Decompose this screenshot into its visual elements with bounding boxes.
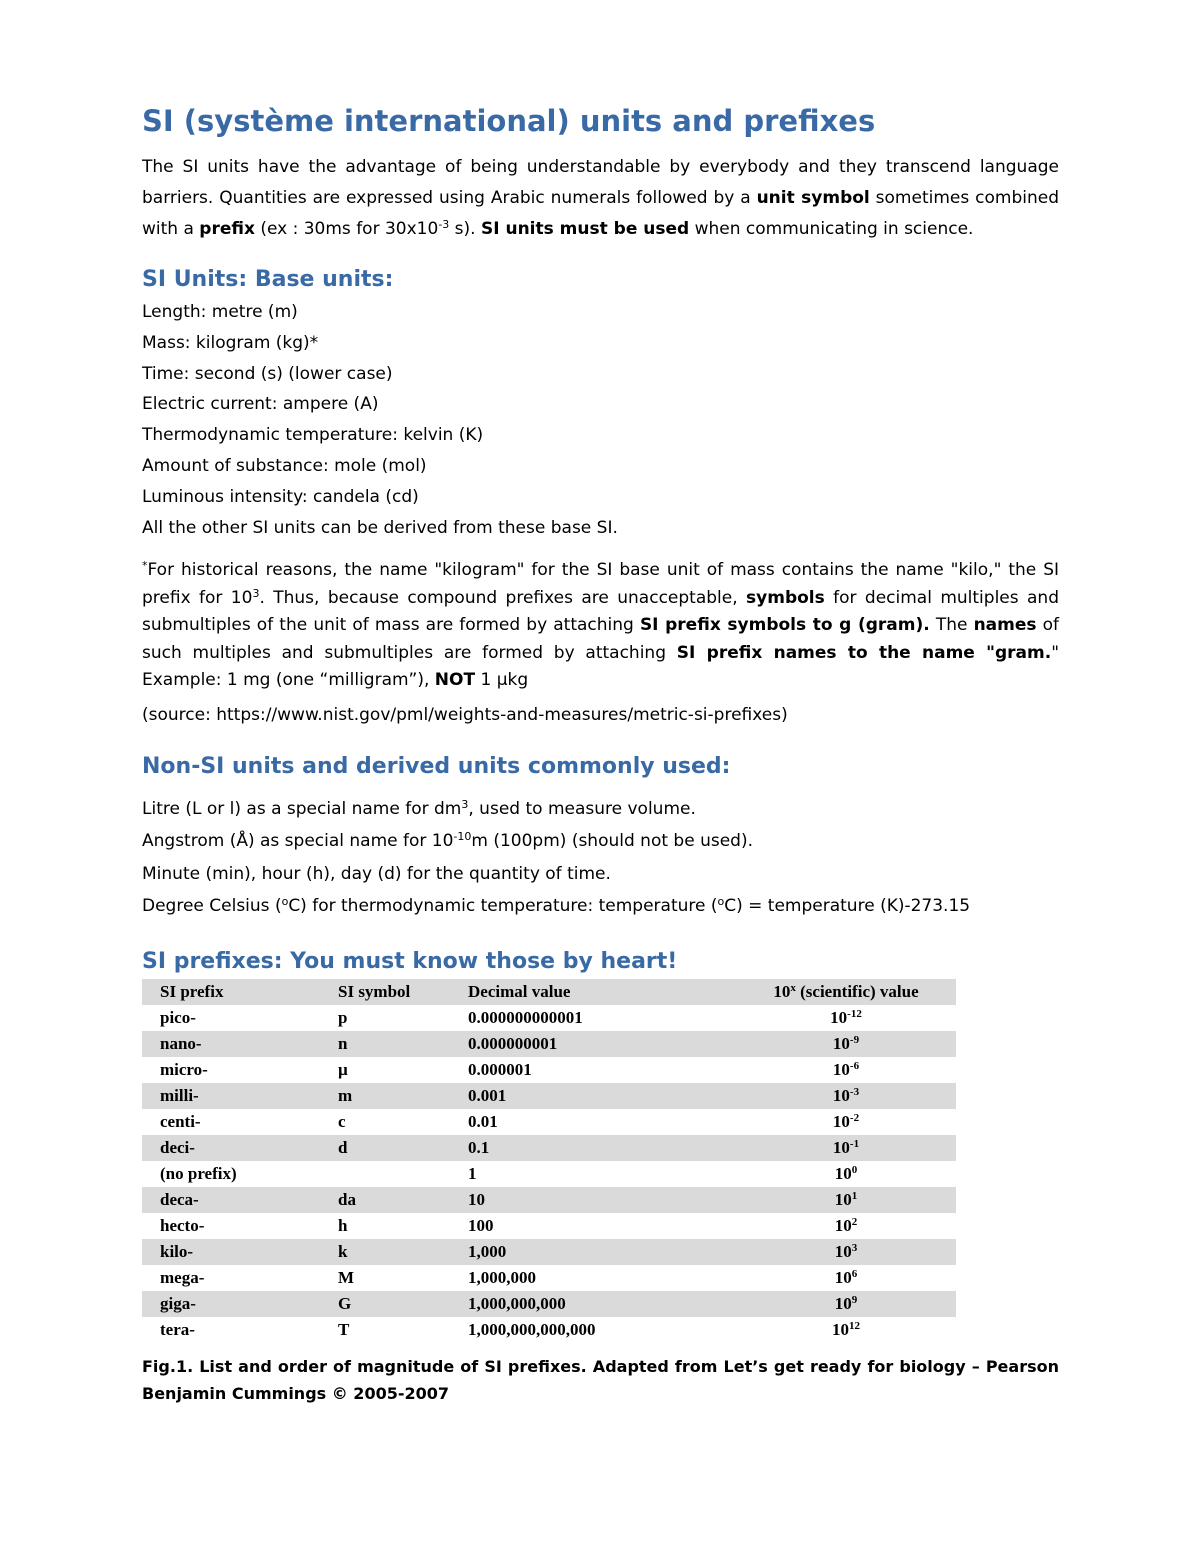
cell-scientific (736, 1109, 956, 1135)
non-si-text: Degree Celsius ( (142, 896, 282, 917)
intro-text: when communicating in science. (689, 219, 974, 239)
scientific-exponent: 6 (851, 1267, 858, 1280)
cell-decimal: 0.000001 (468, 1059, 532, 1079)
intro-paragraph (142, 152, 1059, 245)
cell-scientific (736, 1161, 956, 1187)
base-unit-item: Electric current: ampere (A) (142, 394, 379, 415)
non-si-superscript: -10 (453, 830, 472, 844)
figure-caption: Fig.1. List and order of magnitude of SI prefixes. Adapted from Let’s get ready for biology – Pearson Benjamin Cummings © 2005-2007 (142, 1356, 1059, 1403)
table-row (142, 1031, 956, 1057)
header-exp: x (790, 981, 796, 994)
cell-decimal: 0.000000001 (468, 1033, 558, 1053)
cell-prefix: mega- (160, 1267, 205, 1287)
cell-symbol: m (338, 1085, 353, 1105)
cell-symbol: h (338, 1215, 348, 1235)
scientific-base: 10 (832, 1085, 850, 1105)
cell-symbol: G (338, 1293, 352, 1313)
cell-decimal: 10 (468, 1189, 485, 1209)
cell-scientific (736, 1265, 956, 1291)
header-text: (scientific) value (795, 981, 919, 1001)
cell-symbol: M (338, 1267, 355, 1287)
kilogram-footnote (142, 557, 1059, 695)
cell-prefix: deci- (160, 1137, 195, 1157)
cell-symbol: c (338, 1111, 346, 1131)
cell-prefix: nano- (160, 1033, 202, 1053)
cell-prefix: giga- (160, 1293, 196, 1313)
cell-decimal: 1,000,000,000 (468, 1293, 566, 1313)
intro-bold: prefix (199, 219, 255, 239)
cell-symbol: d (338, 1137, 348, 1157)
footnote-bold: NOT (434, 670, 476, 691)
cell-scientific (736, 1187, 956, 1213)
scientific-exponent: 3 (851, 1241, 858, 1254)
cell-scientific (736, 1213, 956, 1239)
cell-prefix: hecto- (160, 1215, 205, 1235)
table-row (142, 1083, 956, 1109)
column-header-symbol: SI symbol (338, 981, 411, 1001)
non-si-text: , used to measure volume. (468, 798, 696, 819)
intro-bold: unit symbol (756, 188, 870, 208)
column-header-decimal: Decimal value (468, 981, 571, 1001)
footnote-text: for decimal multiples and submultiples of the unit of mass are formed by attaching (142, 587, 1059, 636)
prefixes-heading: SI prefixes: You must know those by heart! (142, 948, 678, 974)
scientific-base: 10 (834, 1241, 852, 1261)
intro-text: s). (449, 219, 481, 239)
scientific-exponent: -1 (849, 1137, 860, 1150)
base-unit-item: Length: metre (m) (142, 302, 298, 322)
base-unit-item: Amount of substance: mole (mol) (142, 455, 427, 476)
cell-prefix: micro- (160, 1059, 208, 1079)
base-unit-item: Time: second (s) (lower case) (142, 363, 393, 384)
cell-prefix: centi- (160, 1111, 201, 1131)
footnote-text: . Thus, because compound prefixes are unacceptable, (259, 587, 747, 608)
table-row (142, 1057, 956, 1083)
non-si-superscript: o (717, 895, 725, 909)
scientific-base: 10 (832, 1137, 850, 1157)
non-si-text: C) for thermodynamic temperature: temperature ( (288, 896, 718, 917)
column-header-scientific (736, 979, 956, 1005)
header-base: 10 (773, 981, 791, 1001)
non-si-item-time: Minute (min), hour (h), day (d) for the quantity of time. (142, 863, 611, 884)
footnote-bold: SI prefix names to the name "gram. (676, 642, 1052, 663)
cell-scientific (736, 1291, 956, 1317)
scientific-base: 10 (832, 1033, 850, 1053)
cell-scientific (736, 1005, 956, 1031)
cell-prefix: tera- (160, 1319, 195, 1339)
cell-symbol: k (338, 1241, 348, 1261)
scientific-exponent: -6 (849, 1059, 860, 1072)
cell-decimal: 0.001 (468, 1085, 507, 1105)
scientific-exponent: 9 (851, 1293, 858, 1306)
cell-symbol (320, 1161, 450, 1187)
table-row (142, 1109, 956, 1135)
non-si-text: C) = temperature (K)-273.15 (724, 896, 971, 917)
scientific-base: 10 (832, 1059, 850, 1079)
cell-decimal: 0.01 (468, 1111, 498, 1131)
cell-prefix: milli- (160, 1085, 199, 1105)
cell-scientific (736, 1083, 956, 1109)
scientific-base: 10 (832, 1111, 850, 1131)
non-si-text: Angstrom (Å) as special name for 10 (142, 831, 454, 852)
scientific-base: 10 (834, 1163, 852, 1183)
cell-decimal: 1 (468, 1163, 477, 1183)
non-si-superscript: 3 (461, 797, 469, 811)
cell-prefix: (no prefix) (160, 1163, 237, 1183)
cell-decimal: 0.1 (468, 1137, 490, 1157)
cell-decimal: 100 (468, 1215, 494, 1235)
footnote-bold: names (973, 615, 1037, 636)
table-row (142, 1317, 956, 1343)
non-si-text: Litre (L or l) as a special name for dm (142, 798, 462, 819)
cell-prefix: kilo- (160, 1241, 194, 1261)
footnote-text: " Example: 1 mg (one “milligram”), (142, 642, 1060, 691)
intro-bold: SI units must be used (480, 219, 690, 239)
footnote-text: The (929, 615, 974, 636)
scientific-exponent: -12 (847, 1007, 862, 1020)
base-units-list (142, 297, 1059, 543)
footnote-bold: SI prefix symbols to g (gram). (639, 615, 930, 636)
footnote-superscript: 3 (252, 586, 260, 600)
scientific-base: 10 (834, 1189, 852, 1209)
non-si-list (142, 793, 1059, 923)
table-row (142, 1135, 956, 1161)
scientific-exponent: 12 (849, 1319, 860, 1332)
base-unit-item: All the other SI units can be derived from these base SI. (142, 517, 618, 538)
footnote-bold: symbols (746, 587, 825, 608)
cell-symbol: da (338, 1189, 356, 1209)
scientific-base: 10 (832, 1319, 849, 1339)
scientific-exponent: -3 (849, 1085, 860, 1098)
scientific-base: 10 (830, 1007, 848, 1027)
cell-symbol: p (338, 1007, 348, 1027)
table-row (142, 1265, 956, 1291)
cell-prefix: pico- (160, 1007, 196, 1027)
footnote-text: For historical reasons, the name "kilogram" for the SI base unit of mass contains the name "kilo," the SI prefix for 10 (142, 560, 1059, 608)
document-page (142, 100, 1059, 1407)
intro-text: (ex : 30ms for 30x10 (254, 219, 439, 239)
cell-scientific (736, 1057, 956, 1083)
base-unit-item: Mass: kilogram (kg)* (142, 332, 319, 353)
footnote-text: of such multiples and submultiples are formed by attaching (142, 615, 1059, 663)
cell-scientific (736, 1031, 956, 1057)
table-row (142, 1161, 956, 1187)
cell-decimal: 1,000 (468, 1241, 507, 1261)
base-unit-item: Luminous intensity: candela (cd) (142, 486, 419, 507)
table-row (142, 1005, 956, 1031)
scientific-exponent: -2 (849, 1111, 860, 1124)
scientific-base: 10 (834, 1215, 852, 1235)
intro-superscript: -3 (438, 218, 450, 231)
cell-symbol: n (338, 1033, 348, 1053)
cell-decimal: 0.000000000001 (468, 1007, 583, 1027)
cell-scientific (736, 1317, 956, 1343)
base-unit-item: Thermodynamic temperature: kelvin (K) (142, 425, 484, 446)
table-row (142, 1213, 956, 1239)
footnote-marker: * (142, 559, 148, 573)
non-si-item-angstrom (142, 825, 1059, 858)
cell-decimal: 1,000,000 (468, 1267, 536, 1287)
intro-text: sometimes combined with a (142, 188, 1059, 239)
scientific-base: 10 (834, 1267, 852, 1287)
footnote-text: 1 µkg (475, 670, 529, 691)
table-row (142, 1239, 956, 1265)
non-si-text: m (100pm) (should not be used). (471, 831, 753, 852)
scientific-exponent: -9 (849, 1033, 860, 1046)
cell-symbol: T (338, 1319, 350, 1339)
intro-text: The SI units have the advantage of being understandable by everybody and they transcend language barriers. Quantities are expressed using Arabic numerals followed by a (142, 157, 1059, 208)
source-citation: (source: https://www.nist.gov/pml/weights-and-measures/metric-si-prefixes) (142, 704, 788, 725)
table-header-row (142, 979, 956, 1005)
cell-prefix: deca- (160, 1189, 199, 1209)
column-header-prefix: SI prefix (160, 981, 224, 1001)
non-si-item-litre (142, 793, 1059, 826)
non-si-item-celsius (142, 890, 1059, 923)
table-row (142, 1291, 956, 1317)
page-title: SI (système international) units and prefixes (142, 104, 876, 138)
scientific-exponent: 1 (851, 1189, 858, 1202)
base-units-heading: SI Units: Base units: (142, 267, 394, 292)
cell-scientific (736, 1239, 956, 1265)
scientific-exponent: 2 (851, 1215, 858, 1228)
cell-symbol: µ (338, 1059, 348, 1079)
cell-scientific (736, 1135, 956, 1161)
non-si-heading: Non-SI units and derived units commonly used: (142, 753, 731, 779)
scientific-exponent: 0 (851, 1163, 858, 1176)
non-si-superscript: o (281, 895, 289, 909)
cell-decimal: 1,000,000,000,000 (468, 1319, 596, 1339)
scientific-base: 10 (834, 1293, 852, 1313)
table-row (142, 1187, 956, 1213)
si-prefix-table (142, 979, 956, 1343)
